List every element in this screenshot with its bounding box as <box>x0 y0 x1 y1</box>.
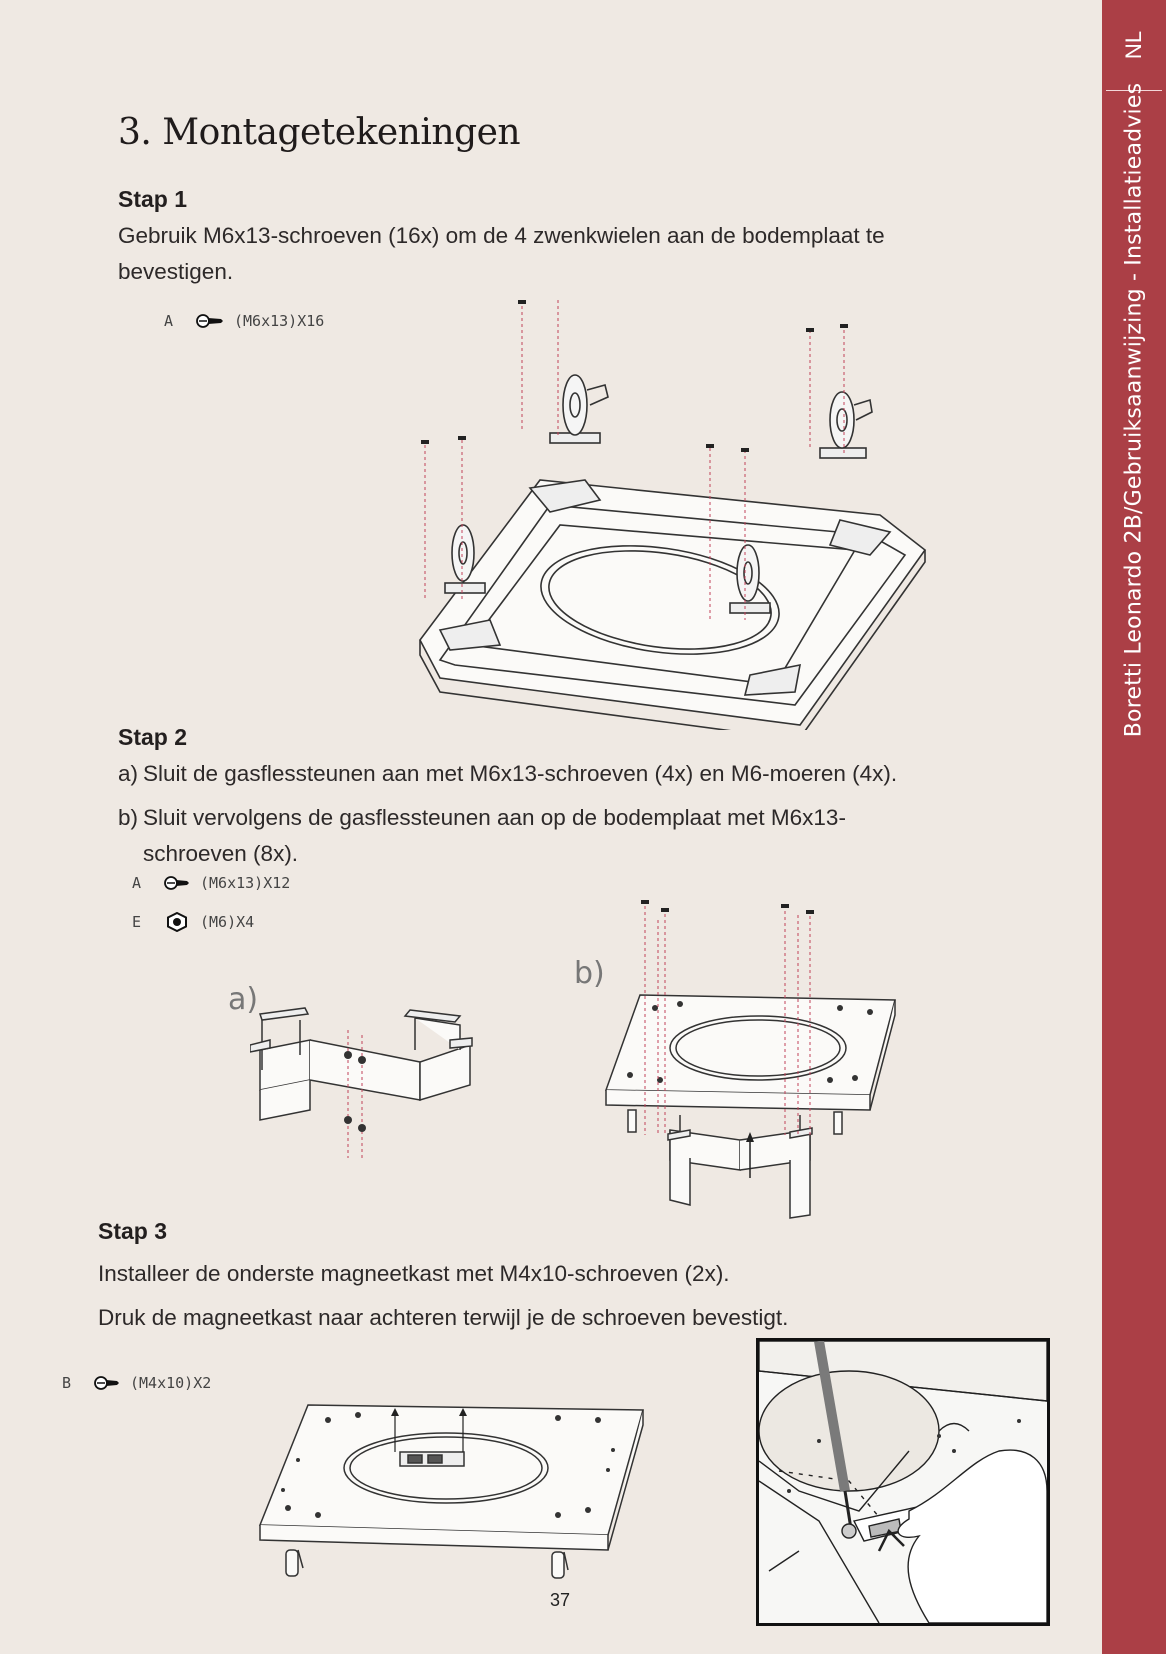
step3-title: Stap 3 <box>98 1218 168 1244</box>
step3-part-b <box>62 1374 211 1392</box>
step1-base-plate-with-casters-drawing <box>400 300 940 730</box>
step1-text: Gebruik M6x13-schroeven (16x) om de 4 zwenkwielen aan de bodemplaat te bevestigen. <box>118 223 885 284</box>
part-spec: (M4x10)X2 <box>130 1374 212 1392</box>
figure-a-label: a) <box>228 982 259 1017</box>
language-tab <box>1102 0 1166 90</box>
part-spec: (M6x13)X16 <box>234 312 325 330</box>
page-number: 37 <box>550 1590 571 1610</box>
language-label: NL <box>1121 30 1146 60</box>
figure-b-label: b) <box>574 956 605 991</box>
step3-line-2: Druk de magneetkast naar achteren terwijl je de schroeven bevestigt. <box>98 1305 789 1330</box>
step3-detail-illustration <box>756 1338 1050 1626</box>
nut-icon <box>164 912 190 932</box>
part-key: A <box>132 874 142 892</box>
screw-icon <box>94 1375 120 1391</box>
step2-item-a-marker: a) <box>118 761 139 786</box>
part-key: B <box>62 1374 72 1392</box>
document-title: Boretti Leonardo 2B/Gebruiksaanwijzing - Installatieadvies <box>1121 82 1147 738</box>
screwdriver-hand-illustration <box>759 1341 1047 1623</box>
part-spec: (M6)X4 <box>200 913 255 931</box>
part-key: A <box>164 312 174 330</box>
step2-item-b-text: Sluit vervolgens de gasflessteunen aan op de bodemplaat met M6x13-schroeven (8x). <box>143 805 846 866</box>
step2b-base-plate-supports-drawing <box>600 900 900 1220</box>
step2-item-b-marker: b) <box>118 805 139 830</box>
screw-icon <box>164 875 190 891</box>
sidebar <box>1102 0 1166 1654</box>
step2-item-a-text: Sluit de gasflessteunen aan met M6x13-schroeven (4x) en M6-moeren (4x). <box>143 761 898 786</box>
step3-line-1: Installeer de onderste magneetkast met M4x10-schroeven (2x). <box>98 1261 730 1286</box>
step3-base-plate-magnet-box-drawing <box>258 1400 652 1580</box>
step2-part-a <box>132 874 290 892</box>
part-key: E <box>132 913 142 931</box>
step2a-gas-bottle-supports-drawing <box>250 1000 480 1170</box>
step1-part-a <box>164 312 324 330</box>
step1-title: Stap 1 <box>118 186 188 212</box>
screw-icon <box>196 313 224 329</box>
section-heading: 3. Montagetekeningen <box>118 112 521 153</box>
step2-part-e <box>132 912 254 932</box>
part-spec: (M6x13)X12 <box>200 874 291 892</box>
step2-title: Stap 2 <box>118 724 188 750</box>
